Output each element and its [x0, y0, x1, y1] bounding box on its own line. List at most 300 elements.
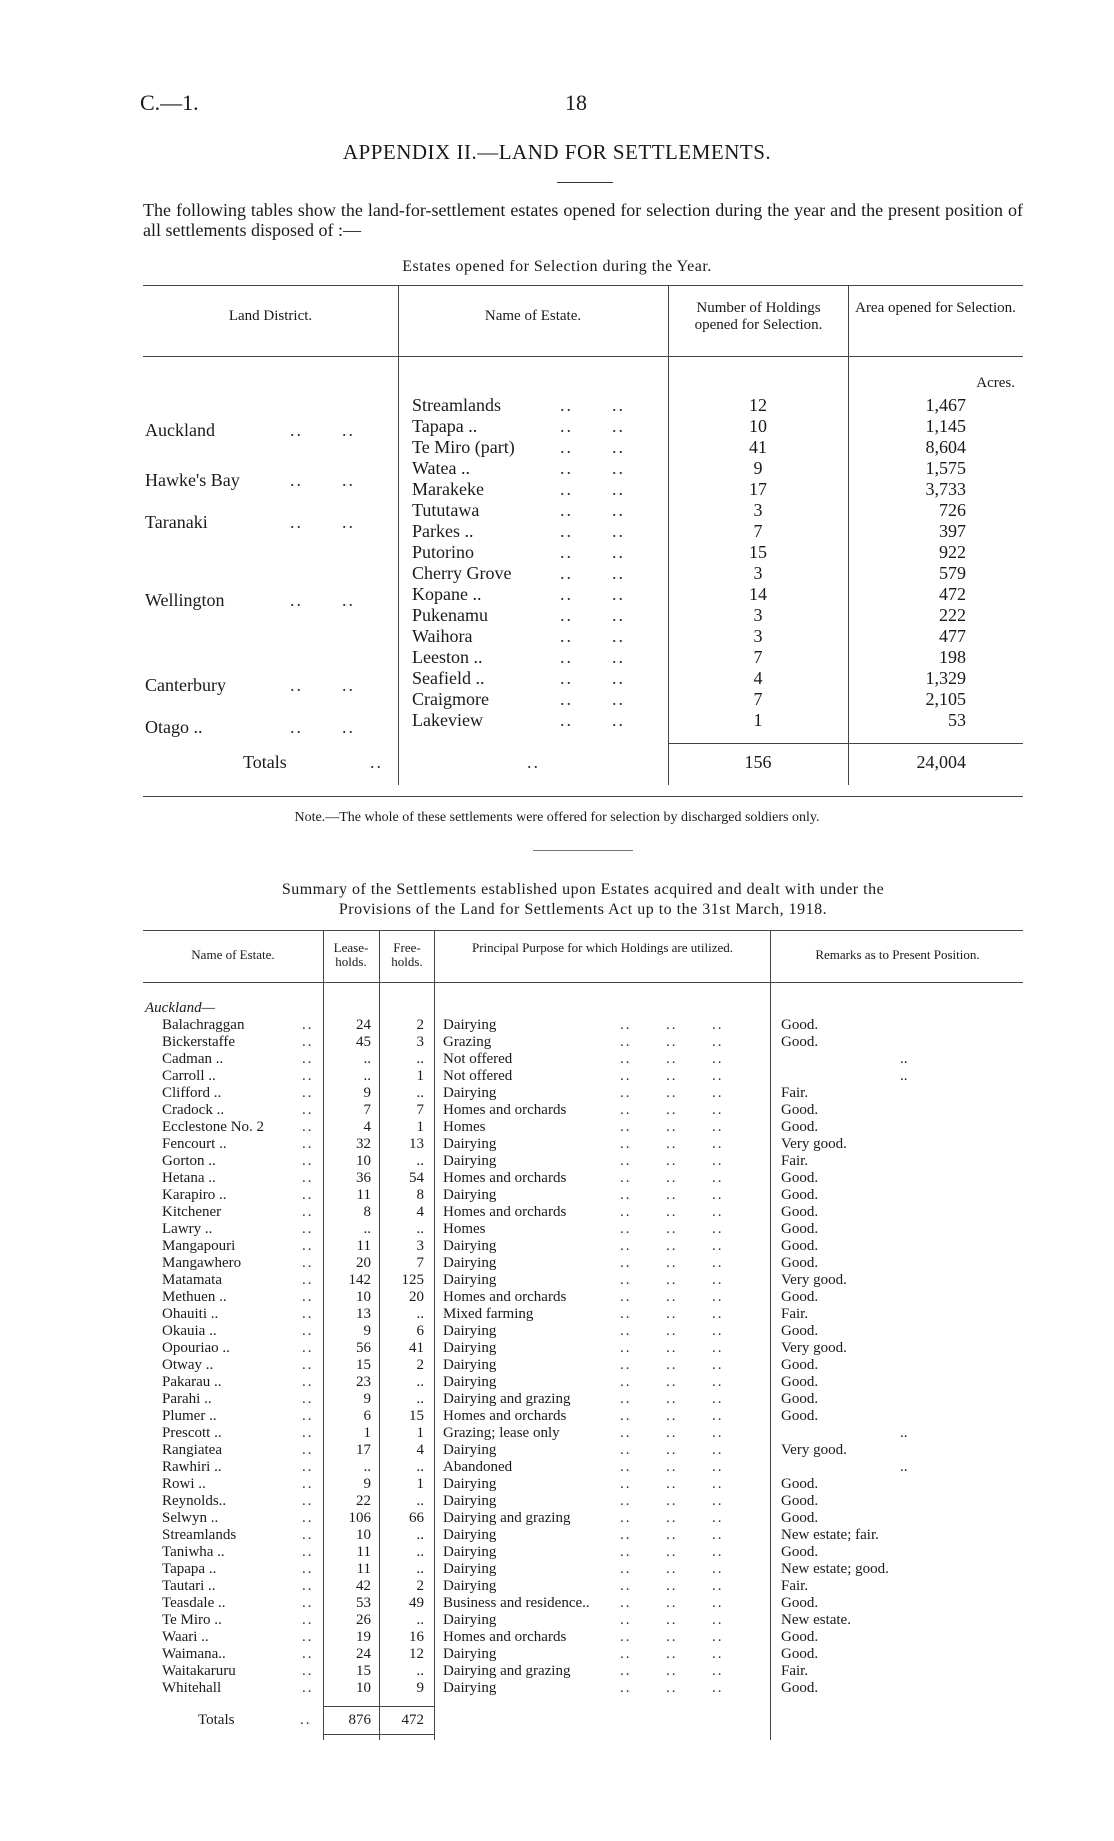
remarks: Good. [781, 1510, 819, 1526]
leader-dots: .. .. [560, 563, 625, 583]
estate-name: Kopane .. [412, 584, 482, 604]
leader-dots: .. [302, 1187, 314, 1203]
leader-dots: .. [302, 1510, 314, 1526]
leader-dots: .. .. .. [620, 1119, 724, 1135]
remarks: Good. [781, 1646, 819, 1662]
remarks: New estate. [781, 1612, 851, 1628]
remarks: Very good. [781, 1272, 847, 1288]
document-reference: C.—1. [140, 90, 199, 115]
leaseholds-count: 19 [356, 1629, 371, 1645]
leader-dots: .. .. .. [620, 1085, 724, 1101]
freeholds-count: 8 [416, 1187, 424, 1203]
area-acres: 726 [939, 500, 966, 520]
area-acres: 198 [939, 647, 966, 667]
freeholds-count: .. [416, 1221, 424, 1237]
holding-purpose: Dairying [443, 1272, 497, 1288]
estate-name: Clifford .. [162, 1085, 222, 1101]
leader-dots: .. .. .. [620, 1102, 724, 1118]
holdings-count: 3 [753, 563, 763, 583]
table1-top-rule [143, 285, 1023, 286]
freeholds-count: .. [416, 1085, 424, 1101]
table2-heading-line2: Provisions of the Land for Settlements Act up to the 31st March, 1918. [338, 901, 828, 918]
leader-dots: .. [302, 1068, 314, 1084]
land-district-label: Auckland [145, 420, 215, 440]
holding-purpose: Dairying [443, 1578, 497, 1594]
estate-name: Marakeke [412, 479, 484, 499]
freeholds-count: .. [416, 1663, 424, 1679]
table1-leader-dots: .. [527, 752, 540, 772]
freeholds-count: .. [416, 1459, 424, 1475]
leader-dots: .. .. [560, 605, 625, 625]
leaseholds-count: 24 [356, 1017, 371, 1033]
remarks: Good. [781, 1493, 819, 1509]
leader-dots: .. [302, 1544, 314, 1560]
estate-name: Cradock .. [162, 1102, 225, 1118]
holding-purpose: Mixed farming [443, 1306, 534, 1322]
leader-dots: .. [302, 1136, 314, 1152]
remarks: Good. [781, 1680, 819, 1696]
estate-name: Craigmore [412, 689, 489, 709]
freeholds-count: 54 [409, 1170, 424, 1186]
leaseholds-count: 45 [356, 1034, 371, 1050]
table1-col-area: Area opened for Selection. [855, 300, 1016, 316]
estate-name: Waitakaruru [162, 1663, 236, 1679]
leaseholds-count: 56 [356, 1340, 371, 1356]
freeholds-count: 3 [416, 1034, 424, 1050]
area-acres: 222 [939, 605, 966, 625]
leader-dots: .. .. .. [620, 1272, 724, 1288]
leader-dots: .. [302, 1017, 314, 1033]
remarks: Good. [781, 1289, 819, 1305]
leader-dots: .. .. .. [620, 1561, 724, 1577]
leader-dots: .. .. [560, 542, 625, 562]
leaseholds-count: 9 [363, 1391, 371, 1407]
estate-name: Opouriao .. [162, 1340, 230, 1356]
holdings-count: 7 [753, 689, 763, 709]
estate-name: Prescott .. [162, 1425, 222, 1441]
leaseholds-count: 9 [363, 1323, 371, 1339]
holdings-count: 3 [753, 626, 763, 646]
holding-purpose: Homes and orchards [443, 1629, 567, 1645]
freeholds-count: 2 [416, 1017, 424, 1033]
remarks: Good. [781, 1119, 819, 1135]
holding-purpose: Abandoned [443, 1459, 513, 1475]
freeholds-count: .. [416, 1391, 424, 1407]
holding-purpose: Dairying [443, 1544, 497, 1560]
area-acres: 472 [939, 584, 966, 604]
leader-dots: .. .. .. [620, 1289, 724, 1305]
estate-name: Gorton .. [162, 1153, 216, 1169]
freeholds-count: .. [416, 1527, 424, 1543]
freeholds-count: 125 [401, 1272, 424, 1288]
leader-dots: .. [302, 1374, 314, 1390]
estate-name: Te Miro .. [162, 1612, 222, 1628]
table1-unit: Acres. [976, 375, 1015, 391]
leader-dots: .. .. .. [620, 1153, 724, 1169]
leader-dots: .. .. .. [620, 1170, 724, 1186]
freeholds-count: 7 [416, 1102, 424, 1118]
holdings-count: 41 [749, 437, 767, 457]
table2-group-label: Auckland— [145, 1000, 215, 1016]
holdings-count: 9 [753, 458, 763, 478]
leader-dots: .. [302, 1238, 314, 1254]
freeholds-count: .. [416, 1612, 424, 1628]
leaseholds-count: 26 [356, 1612, 371, 1628]
holdings-count: 3 [753, 500, 763, 520]
area-acres: 2,105 [925, 689, 966, 709]
leader-dots: .. [302, 1255, 314, 1271]
leader-dots: .. [302, 1493, 314, 1509]
leaseholds-count: .. [363, 1068, 371, 1084]
remarks: Fair. [781, 1085, 809, 1101]
land-district-label: Hawke's Bay [145, 470, 240, 490]
leader-dots: .. .. .. [620, 1408, 724, 1424]
leaseholds-count: 9 [363, 1476, 371, 1492]
leader-dots: .. .. [560, 584, 625, 604]
remarks: Good. [781, 1017, 819, 1033]
remarks: Good. [781, 1374, 819, 1390]
area-acres: 3,733 [925, 479, 966, 499]
estate-name: Teasdale .. [162, 1595, 226, 1611]
estate-name: Okauia .. [162, 1323, 217, 1339]
remarks: .. [900, 1068, 908, 1084]
leader-dots: .. .. .. [620, 1323, 724, 1339]
table1-total-holdings: 156 [744, 752, 772, 772]
area-acres: 1,329 [925, 668, 966, 688]
table2-header-rule [143, 982, 1023, 983]
leader-dots: .. .. [560, 647, 625, 667]
estate-name: Streamlands [162, 1527, 237, 1543]
holding-purpose: Dairying [443, 1442, 497, 1458]
leaseholds-count: 11 [356, 1238, 371, 1254]
leaseholds-count: 32 [356, 1136, 371, 1152]
estate-name: Lawry .. [162, 1221, 213, 1237]
table1-note: Note.—The whole of these settlements were offered for selection by discharged soldiers only. [294, 810, 820, 825]
remarks: Fair. [781, 1153, 809, 1169]
leader-dots: .. .. .. [620, 1340, 724, 1356]
estate-name: Otway .. [162, 1357, 214, 1373]
leader-dots: .. [302, 1340, 314, 1356]
table2-col-purpose: Principal Purpose for which Holdings are utilized. [471, 940, 734, 955]
area-acres: 397 [939, 521, 966, 541]
estate-name: Taniwha .. [162, 1544, 225, 1560]
table2-total-leaseholds: 876 [348, 1712, 371, 1728]
leader-dots: .. .. .. [620, 1238, 724, 1254]
leaseholds-count: .. [363, 1459, 371, 1475]
leader-dots: .. [302, 1170, 314, 1186]
estate-name: Rangiatea [162, 1442, 222, 1458]
leaseholds-count: 36 [356, 1170, 371, 1186]
freeholds-count: 20 [409, 1289, 424, 1305]
land-district-label: Wellington [145, 590, 225, 610]
leader-dots: .. .. .. [620, 1357, 724, 1373]
holding-purpose: Dairying [443, 1153, 497, 1169]
freeholds-count: .. [416, 1561, 424, 1577]
holding-purpose: Dairying [443, 1612, 497, 1628]
leaseholds-count: 106 [348, 1510, 371, 1526]
remarks: Good. [781, 1595, 819, 1611]
estate-name: Watea .. [412, 458, 471, 478]
holding-purpose: Homes and orchards [443, 1170, 567, 1186]
leader-dots: .. .. [290, 512, 355, 532]
leader-dots: .. .. [290, 590, 355, 610]
estate-name: Cherry Grove [412, 563, 512, 583]
remarks: Very good. [781, 1442, 847, 1458]
holding-purpose: Dairying [443, 1527, 497, 1543]
remarks: Good. [781, 1102, 819, 1118]
holding-purpose: Homes [443, 1119, 486, 1135]
freeholds-count: 1 [416, 1119, 424, 1135]
freeholds-count: .. [416, 1051, 424, 1067]
table1-bottom-rule [143, 796, 1023, 797]
leader-dots: .. .. .. [620, 1442, 724, 1458]
estate-name: Balachraggan [162, 1017, 245, 1033]
intro-paragraph: The following tables show the land-for-settlement estates opened for selection during the year and the present position of all settlements disposed of :— [143, 200, 1023, 240]
estate-name: Leeston .. [412, 647, 483, 667]
estate-name: Kitchener [162, 1204, 222, 1220]
remarks: Good. [781, 1221, 819, 1237]
table2-top-rule [143, 930, 1023, 931]
freeholds-count: 66 [409, 1510, 424, 1526]
estate-name: Matamata [162, 1272, 222, 1288]
remarks: Good. [781, 1323, 819, 1339]
freeholds-count: .. [416, 1153, 424, 1169]
freeholds-count: .. [416, 1544, 424, 1560]
holding-purpose: Homes and orchards [443, 1289, 567, 1305]
leaseholds-count: 11 [356, 1561, 371, 1577]
leaseholds-count: 11 [356, 1544, 371, 1560]
table2-divider [434, 930, 435, 1740]
estate-name: Parkes .. [412, 521, 474, 541]
leader-dots: .. [302, 1578, 314, 1594]
leader-dots: .. [302, 1204, 314, 1220]
holding-purpose: Dairying [443, 1374, 497, 1390]
leader-dots: .. [302, 1289, 314, 1305]
leader-dots: .. [302, 1034, 314, 1050]
freeholds-count: 1 [416, 1476, 424, 1492]
leader-dots: .. [302, 1476, 314, 1492]
freeholds-count: .. [416, 1493, 424, 1509]
leader-dots: .. .. .. [620, 1034, 724, 1050]
table1-leader-dots: .. [370, 752, 383, 772]
estate-name: Plumer .. [162, 1408, 217, 1424]
estate-name: Pukenamu [412, 605, 488, 625]
estate-name: Carroll .. [162, 1068, 216, 1084]
holdings-count: 15 [749, 542, 767, 562]
holding-purpose: Dairying and grazing [443, 1510, 571, 1526]
area-acres: 1,575 [925, 458, 966, 478]
estate-name: Cadman .. [162, 1051, 224, 1067]
remarks: Very good. [781, 1136, 847, 1152]
estate-name: Putorino [412, 542, 475, 562]
holding-purpose: Dairying [443, 1238, 497, 1254]
freeholds-count: 15 [409, 1408, 424, 1424]
leader-dots: .. .. .. [620, 1493, 724, 1509]
leader-dots: .. [302, 1357, 314, 1373]
leader-dots: .. [302, 1323, 314, 1339]
estate-name: Hetana .. [162, 1170, 216, 1186]
remarks: Good. [781, 1255, 819, 1271]
leader-dots: .. .. .. [620, 1255, 724, 1271]
freeholds-count: 13 [409, 1136, 424, 1152]
estate-name: Seafield .. [412, 668, 485, 688]
freeholds-count: 9 [416, 1680, 424, 1696]
remarks: Good. [781, 1187, 819, 1203]
leader-dots: .. [302, 1646, 314, 1662]
leader-dots: .. .. .. [620, 1544, 724, 1560]
leaseholds-count: 10 [356, 1527, 371, 1543]
leader-dots: .. [302, 1408, 314, 1424]
leader-dots: .. .. .. [620, 1391, 724, 1407]
freeholds-count: 6 [416, 1323, 424, 1339]
leader-dots: .. .. .. [620, 1204, 724, 1220]
leaseholds-count: .. [363, 1051, 371, 1067]
table2-totals-rule [323, 1706, 434, 1707]
table2-heading [143, 880, 1023, 920]
remarks: Good. [781, 1544, 819, 1560]
estate-name: Whitehall [162, 1680, 222, 1696]
leader-dots: .. .. .. [620, 1221, 724, 1237]
estate-name: Waihora [412, 626, 473, 646]
leader-dots: .. .. .. [620, 1425, 724, 1441]
table2-col-remarks: Remarks as to Present Position. [815, 947, 980, 962]
estate-name: Methuen .. [162, 1289, 227, 1305]
estate-name: Te Miro (part) [412, 437, 515, 457]
leader-dots: .. .. [560, 710, 625, 730]
holding-purpose: Dairying [443, 1340, 497, 1356]
leader-dots: .. .. .. [620, 1612, 724, 1628]
leader-dots: .. .. [290, 717, 355, 737]
freeholds-count: 1 [416, 1425, 424, 1441]
leader-dots: .. [302, 1085, 314, 1101]
area-acres: 477 [939, 626, 966, 646]
remarks: New estate; good. [781, 1561, 889, 1577]
estate-name: Rawhiri .. [162, 1459, 222, 1475]
leader-dots: .. .. .. [620, 1051, 724, 1067]
holding-purpose: Homes [443, 1221, 486, 1237]
area-acres: 1,467 [925, 395, 966, 415]
estate-name: Ecclestone No. 2 [162, 1119, 265, 1135]
holdings-count: 7 [753, 647, 763, 667]
freeholds-count: 4 [416, 1442, 424, 1458]
leaseholds-count: 9 [363, 1085, 371, 1101]
leader-dots: .. [302, 1119, 314, 1135]
leader-dots: .. [302, 1425, 314, 1441]
leaseholds-count: 20 [356, 1255, 371, 1271]
holdings-count: 12 [749, 395, 767, 415]
holding-purpose: Dairying [443, 1017, 497, 1033]
leader-dots: .. .. .. [620, 1374, 724, 1390]
leaseholds-count: 10 [356, 1289, 371, 1305]
leader-dots: .. .. [560, 479, 625, 499]
holding-purpose: Grazing [443, 1034, 492, 1050]
holdings-count: 1 [753, 710, 763, 730]
estate-name: Pakarau .. [162, 1374, 222, 1390]
leader-dots: .. .. .. [620, 1187, 724, 1203]
remarks: Fair. [781, 1578, 809, 1594]
leader-dots: .. [302, 1561, 314, 1577]
remarks: Good. [781, 1238, 819, 1254]
leader-dots: .. [302, 1595, 314, 1611]
leader-dots: .. [302, 1663, 314, 1679]
leader-dots: .. .. [560, 437, 625, 457]
remarks: .. [900, 1459, 908, 1475]
holding-purpose: Grazing; lease only [443, 1425, 560, 1441]
leaseholds-count: 13 [356, 1306, 371, 1322]
table2-col-name: Name of Estate. [191, 947, 275, 962]
holdings-count: 10 [749, 416, 767, 436]
area-acres: 53 [948, 710, 966, 730]
leader-dots: .. .. [560, 668, 625, 688]
area-acres: 922 [939, 542, 966, 562]
leader-dots: .. .. [560, 395, 625, 415]
table2-heading-line1: Summary of the Settlements established upon Estates acquired and dealt with under the [281, 881, 885, 898]
leader-dots: .. .. [290, 675, 355, 695]
estate-name: Selwyn .. [162, 1510, 219, 1526]
land-district-label: Otago .. [145, 717, 203, 737]
page-number: 18 [565, 90, 587, 115]
estate-name: Waari .. [162, 1629, 209, 1645]
estate-name: Mangawhero [162, 1255, 242, 1271]
leader-dots: .. .. .. [620, 1646, 724, 1662]
leader-dots: .. .. [560, 458, 625, 478]
leaseholds-count: 6 [363, 1408, 371, 1424]
holding-purpose: Homes and orchards [443, 1408, 567, 1424]
leaseholds-count: .. [363, 1221, 371, 1237]
leader-dots: .. [302, 1527, 314, 1543]
section-separator [533, 850, 633, 851]
leader-dots: .. .. .. [620, 1476, 724, 1492]
remarks: Good. [781, 1408, 819, 1424]
freeholds-count: 7 [416, 1255, 424, 1271]
leader-dots: .. [302, 1612, 314, 1628]
holding-purpose: Homes and orchards [443, 1204, 567, 1220]
table2-col-leaseholds: Lease-holds. [333, 940, 369, 969]
holdings-count: 14 [749, 584, 767, 604]
leader-dots: .. [302, 1459, 314, 1475]
leader-dots: .. .. .. [620, 1510, 724, 1526]
leader-dots: .. [302, 1221, 314, 1237]
leader-dots: .. .. .. [620, 1680, 724, 1696]
estate-name: Tapapa .. [162, 1561, 217, 1577]
land-district-label: Taranaki [145, 512, 208, 532]
leader-dots: .. [302, 1680, 314, 1696]
remarks: Good. [781, 1204, 819, 1220]
leader-dots: .. .. .. [620, 1459, 724, 1475]
leader-dots: .. .. .. [620, 1017, 724, 1033]
leader-dots: .. [302, 1272, 314, 1288]
leaseholds-count: 24 [356, 1646, 371, 1662]
freeholds-count: 49 [409, 1595, 424, 1611]
leader-dots: .. .. .. [620, 1629, 724, 1645]
leader-dots: .. .. .. [620, 1663, 724, 1679]
table2-totals-bottom-rule [323, 1734, 434, 1735]
table1-divider [398, 285, 399, 785]
holding-purpose: Not offered [443, 1068, 513, 1084]
table2-totals-label: Totals [198, 1712, 235, 1728]
holding-purpose: Dairying [443, 1323, 497, 1339]
table1-totals-rule [668, 743, 1023, 744]
holding-purpose: Dairying [443, 1680, 497, 1696]
freeholds-count: 4 [416, 1204, 424, 1220]
remarks: Good. [781, 1391, 819, 1407]
table2-divider [770, 930, 771, 1740]
area-acres: 1,145 [925, 416, 966, 436]
leader-dots: .. .. [290, 470, 355, 490]
leaseholds-count: 17 [356, 1442, 371, 1458]
remarks: Good. [781, 1629, 819, 1645]
freeholds-count: .. [416, 1306, 424, 1322]
